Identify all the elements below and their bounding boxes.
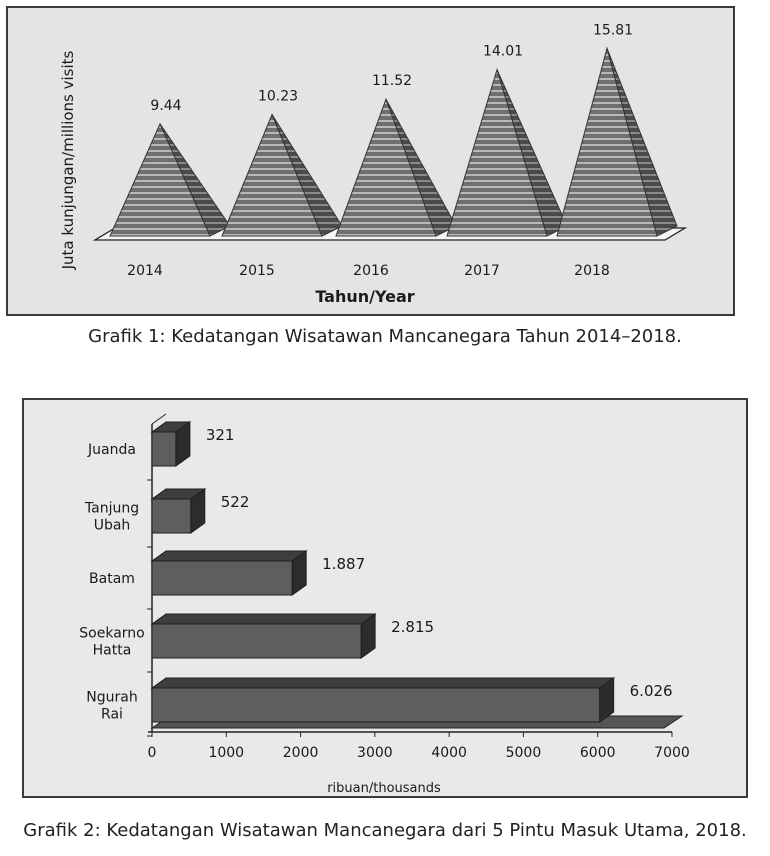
x-tick-label: 2014 — [127, 263, 163, 279]
y-tick-label: Ngurah — [86, 689, 138, 706]
bar-Tanjung-Ubah — [152, 489, 205, 533]
chart-panel-1 — [0, 0, 770, 358]
x-axis-title: ribuan/thousands — [327, 781, 441, 796]
chart-caption-1: Grafik 1: Kedatangan Wisatawan Mancanegara Tahun 2014–2018. — [88, 326, 682, 347]
x-tick-label: 2017 — [464, 263, 500, 279]
value-label: 9.44 — [150, 97, 182, 114]
value-label: 1.887 — [322, 555, 366, 573]
pyramid-2016 — [336, 99, 456, 236]
value-label: 321 — [205, 426, 235, 444]
bar-front-face — [152, 561, 292, 595]
value-label: 11.52 — [371, 73, 413, 90]
bar-Soekarno-Hatta — [152, 614, 375, 658]
y-tick-label: Rai — [101, 706, 123, 723]
x-tick-label: 2018 — [574, 263, 610, 279]
y-tick-label: Soekarno — [79, 625, 145, 642]
x-tick-label: 2016 — [353, 263, 389, 279]
y-tick-label: Batam — [89, 571, 135, 587]
chart-caption-2: Grafik 2: Kedatangan Wisatawan Mancanegara dari 5 Pintu Masuk Utama, 2018. — [23, 820, 747, 841]
chart-panel-2 — [0, 388, 770, 856]
bar-front-face — [152, 688, 600, 722]
y-tick-label: Hatta — [92, 642, 132, 659]
y-axis-title: Juta kunjungan/millions visits — [59, 50, 77, 270]
pyramid-2014 — [110, 124, 230, 236]
y-tick-label: Tanjung — [84, 500, 140, 517]
bar-Juanda — [152, 422, 190, 466]
pyramid-2017 — [447, 70, 567, 236]
x-tick-label: 7000 — [654, 745, 690, 761]
bar-top-face — [152, 614, 375, 624]
axis-depth-line — [152, 414, 166, 424]
x-tick-label: 2000 — [282, 745, 319, 761]
value-label: 6.026 — [629, 682, 673, 700]
bar-Ngurah-Rai — [152, 678, 614, 722]
x-tick-label: 6000 — [579, 745, 616, 761]
value-label: 2.815 — [391, 618, 435, 636]
bar-top-face — [152, 551, 306, 561]
bar-top-face — [152, 678, 614, 688]
value-label: 15.81 — [592, 22, 634, 39]
x-tick-label: 5000 — [505, 745, 542, 761]
bar-Batam — [152, 551, 306, 595]
bar-front-face — [152, 432, 176, 466]
pyramid-chart — [0, 0, 770, 358]
x-tick-label: 1000 — [208, 745, 245, 761]
value-label: 522 — [220, 493, 250, 511]
value-label: 14.01 — [482, 43, 524, 60]
x-tick-label: 0 — [147, 745, 157, 761]
bar-front-face — [152, 624, 361, 658]
y-tick-label: Ubah — [93, 517, 131, 534]
x-axis-title: Tahun/Year — [315, 287, 415, 306]
bar-front-face — [152, 499, 191, 533]
pyramid-2018 — [557, 48, 677, 236]
y-tick-label: Juanda — [88, 442, 136, 458]
pyramid-2015 — [222, 115, 342, 236]
horizontal-bar-chart — [0, 388, 770, 856]
x-tick-label: 4000 — [431, 745, 467, 761]
value-label: 10.23 — [257, 88, 299, 105]
x-tick-label: 2015 — [239, 263, 275, 279]
x-tick-label: 3000 — [357, 745, 393, 761]
